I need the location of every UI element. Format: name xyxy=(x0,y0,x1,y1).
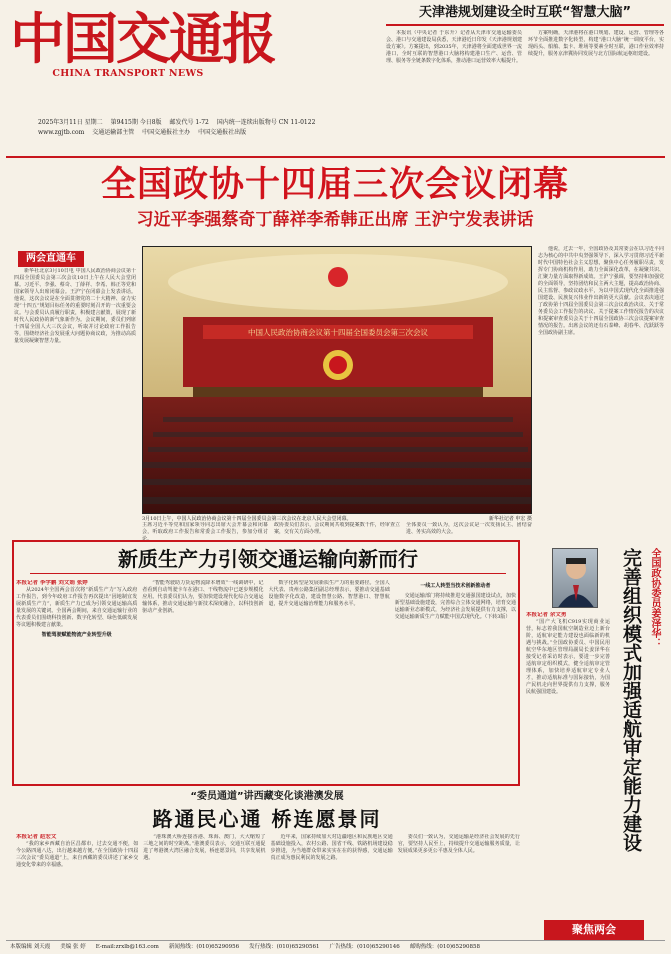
bottom-column: 近年来，国家持续加大对边疆地区和民族地区交通基础设施投入，农村公路、国省干线、铁路机场建设稳步推进，为当地群众带来实实在在的获得感，交通运输真正成为惠民利民的发展之路。 xyxy=(270,834,393,861)
top-story-column: 方案明确，天津港将在港口规划、建设、运营、管理等各环节全面推进数字化转型，构建“港口大脑”统一调度平台，实现码头、船舶、集卡、堆场等要素全时互联，港口作业效率持续提升，服务京津冀协同发展与北方国际航运枢纽建设。 xyxy=(528,30,664,57)
profile-byline: 本报记者 余文勇 xyxy=(526,612,567,618)
photo-caption: 3月10日上午，中国人民政治协商会议第十四届全国委员会第三次会议在北京人民大会堂闭幕。 新华社记者 申宏 摄 xyxy=(142,516,532,522)
feature-byline: 本报记者 李学鹏 刘文娟 张婷 xyxy=(16,580,88,586)
bottom-column: 委员们一致认为，交通运输是经济社会发展的先行官，要坚持人民至上，持续提升交通运输服务质量，让发展成果更多更公平惠及全体人民。 xyxy=(397,834,520,854)
postal-code: 邮发代号 1-72 xyxy=(169,119,209,126)
top-story-column: 本报讯（中央记者 于东升）记者从天津市交通运输委员会、港口与交通建设局获悉，天津港近日印发《天津港规划建设方案》。方案提出，到2035年，天津港将全面建成世界一流港口，全时互联的智慧港口大脑将构建港口生产、运营、管理、服务等全链条数字化体系，推动港口运营效率大幅提升。 xyxy=(386,30,522,64)
publisher: 交通运输部主管 xyxy=(92,129,135,136)
newspaper-english-name: CHINA TRANSPORT NEWS xyxy=(52,68,204,79)
feature-column: 本报记者 李学鹏 刘文娟 张婷 从2024年全国两会首次将“新质生产力”写入政府工作报告，到今年政府工作报告再次提出“因地制宜发展新质生产力”，新质生产力已成为引领交通运输高质量发展的关键词。全国两会期间，来自交通运输行业的代表委员们围绕科技创新、数字化转型、绿色低碳发展等议题积极建言献策。 智能驾驶赋能物流产业转型升级 xyxy=(16,580,138,638)
masthead xyxy=(10,6,276,106)
top-story-title[interactable]: 天津港规划建设全时互联“智慧大脑” xyxy=(386,4,664,26)
feature-subhead: 一线工人转型当技术创新推动者 xyxy=(420,583,491,589)
footer-mail-order-hotline: 邮购热线：(010)65290858 xyxy=(409,944,481,950)
section-stamp: 聚焦两会 xyxy=(544,920,644,940)
bottom-column: 本报记者 赵宏文 “我的家乡西藏自治区昌都市，过去交通不便，如今公路四通八达，出行越来越方便。”在全国政协十四届三次会议“委员通道”上，来自西藏的委员讲述了家乡交通变化带来的幸福感。 xyxy=(16,834,139,868)
profile-story xyxy=(524,540,666,940)
lead-column-left: 新华社北京3月10日电 中国人民政治协商会议第十四届全国委员会第三次会议10日上午在人民大会堂闭幕。习近平、李强、蔡奇、丁薛祥、李希、韩正等党和国家领导人出席闭幕会。王沪宁在闭幕会上发表讲话。他说，这次会议是在全面贯彻党的二十大精神、奋力实现“十四五”规划目标任务的重要时刻召开的一次重要会议。与会委员认真履行职责，积极建言献策，展现了新时代人民政协的新气象新作为。会议期间，委员们列席十四届全国人大三次会议，听取并讨论政府工作报告等，围绕经济社会发展重大问题协商议政，为推动高质量发展凝聚智慧力量。 xyxy=(14,268,136,344)
bottom-byline: 本报记者 赵宏文 xyxy=(16,834,57,840)
footer-ad-hotline: 广告热线：(010)65290146 xyxy=(329,944,400,950)
assembly-hall-photo xyxy=(142,246,532,514)
footer-editor: 本版编辑 刘天霞 xyxy=(10,944,51,950)
feature-subhead: 智能驾驶赋能物流产业转型升级 xyxy=(41,632,112,638)
top-story xyxy=(386,4,664,154)
host: 中国交通报社主办 xyxy=(142,129,191,136)
feature-title[interactable]: 新质生产力引领交通运输向新而行 xyxy=(30,545,506,574)
feature-body xyxy=(16,580,516,782)
feature-column: “智能驾驶助力货运物流降本增效”一线调研中，记者看到自动驾驶卡车在港口、干线物流中已逐步规模化应用。代表委员们认为，要加快建设现代化综合交通运输体系，推动交通运输与新技术深度融合，以科技创新驱动产业创新。 xyxy=(142,580,264,614)
profile-title: 完善组织模式加强适航审定能力建设 xyxy=(620,548,642,852)
section-tag: 两会直通车 xyxy=(18,246,128,266)
bottom-body xyxy=(16,834,520,932)
below-photo-column: 主席习近平等党和国家领导同志出席大会开幕会和闭幕会，听取政府工作报告和常委会工作报告，参加分组讨论。 xyxy=(142,522,268,542)
below-photo-column: 政协委员们表示，会议期间共收到提案数千件，经审查立案，交有关方面办理。 xyxy=(274,522,400,535)
profile-body: 本报记者 余文勇 “国产大飞机C919实现商业运营，标志着我国航空制造业迈上新台阶，适航审定能力建设也面临新的机遇与挑战。”全国政协委员、中国民用航空华东地区管理局副局长姜泽华在接受记者采访时表示，要进一步完善适航审定组织模式，健全适航审定管理体系，加快培养适航审定专业人才，推动适航标准与国际接轨，为国产民机走向世界提供有力支撑，服务民航强国建设。 xyxy=(526,612,610,695)
website[interactable]: www.zgjtb.com xyxy=(38,129,85,136)
footer xyxy=(6,940,665,954)
feature-column: 一线工人转型当技术创新推动者 交通运输部门将持续推进交通强国建设试点，加快新型基础设施建设，完善综合立体交通网络，培育交通运输新业态新模式，为经济社会发展提供有力支撑，以交通运输新质生产力赋能中国式现代化。（下转3版） xyxy=(394,583,516,620)
issn: 国内统一连续出版物号 CN 11-0122 xyxy=(216,119,316,126)
issue-number: 第9415期 今日8版 xyxy=(110,119,162,126)
newspaper-logo: 中国交通报 xyxy=(10,6,276,71)
profile-kicker: 全国政协委员姜泽华： xyxy=(649,548,660,648)
app: 中国交通报社出版 xyxy=(198,129,247,136)
photo-credit: 新华社记者 申宏 摄 xyxy=(488,516,532,522)
issue-date: 2025年3月11日 星期二 xyxy=(38,119,103,126)
feature-column: 数字化转型是发展新质生产力的重要路径。全国人大代表、贵州公路集团副总经理表示，要推动交通基础设施数字化改造，建设智慧公路、智慧港口、智慧航道，提升交通运输治理能力和服务水平。 xyxy=(268,580,390,607)
lead-column-right: 他说，过去一年，全国政协及其常委会在以习近平同志为核心的中共中央坚强领导下，深入学习贯彻习近平新时代中国特色社会主义思想，聚焦中心任务履职尽责，发挥专门协商机构作用，助力全面深化改革，在凝聚共识、汇聚力量方面取得新成效。王沪宁强调，要坚持和加强党的全面领导，坚持团结和民主两大主题，提高政治协商、民主监督、参政议政水平，为以中国式现代化全面推进强国建设、民族复兴伟业作出新的更大贡献。会议表决通过了政协第十四届全国委员会第三次会议政治决议、关于常务委员会工作报告的决议、关于提案工作情况报告的决议和提案审查委员会关于十四届全国政协三次会议提案审查情况的报告。出席会议的还有石泰峰、胡春华、沈跃跃等全国政协副主席。 xyxy=(538,246,664,336)
footer-distribution-hotline: 发行热线：(010)65290561 xyxy=(249,944,320,950)
bottom-column: “港珠澳大桥连接香港、珠海、澳门，大大缩短了三地之间的时空距离。”港澳委员表示，交通互联互通促进了粤港澳大湾区融合发展，桥连愿景同，共享发展机遇。 xyxy=(143,834,266,861)
main-headline[interactable]: 全国政协十四届三次会议闭幕 xyxy=(100,165,569,205)
issue-meta xyxy=(38,118,408,138)
bottom-kicker: “委员通道”讲西藏变化谈港澳发展 xyxy=(190,791,344,802)
footer-email[interactable]: E-mail:zrxlb@163.com xyxy=(95,944,159,950)
footer-news-hotline: 新闻热线：(010)65290956 xyxy=(168,944,240,950)
divider xyxy=(6,156,665,158)
main-subheadline: 习近平李强蔡奇丁薛祥李希韩正出席 王沪宁发表讲话 xyxy=(136,210,534,230)
footer-designer: 美编 张 婷 xyxy=(60,944,86,950)
below-photo-text xyxy=(142,522,532,542)
hall-banner: 中国人民政治协商会议第十四届全国委员会第三次会议 xyxy=(248,328,428,337)
bottom-title[interactable]: 路通民心通 桥连愿景同 xyxy=(152,807,382,831)
below-photo-column: 全体委员一致认为，这次会议是一次发扬民主、团结奋进、务实高效的大会。 xyxy=(406,522,532,535)
